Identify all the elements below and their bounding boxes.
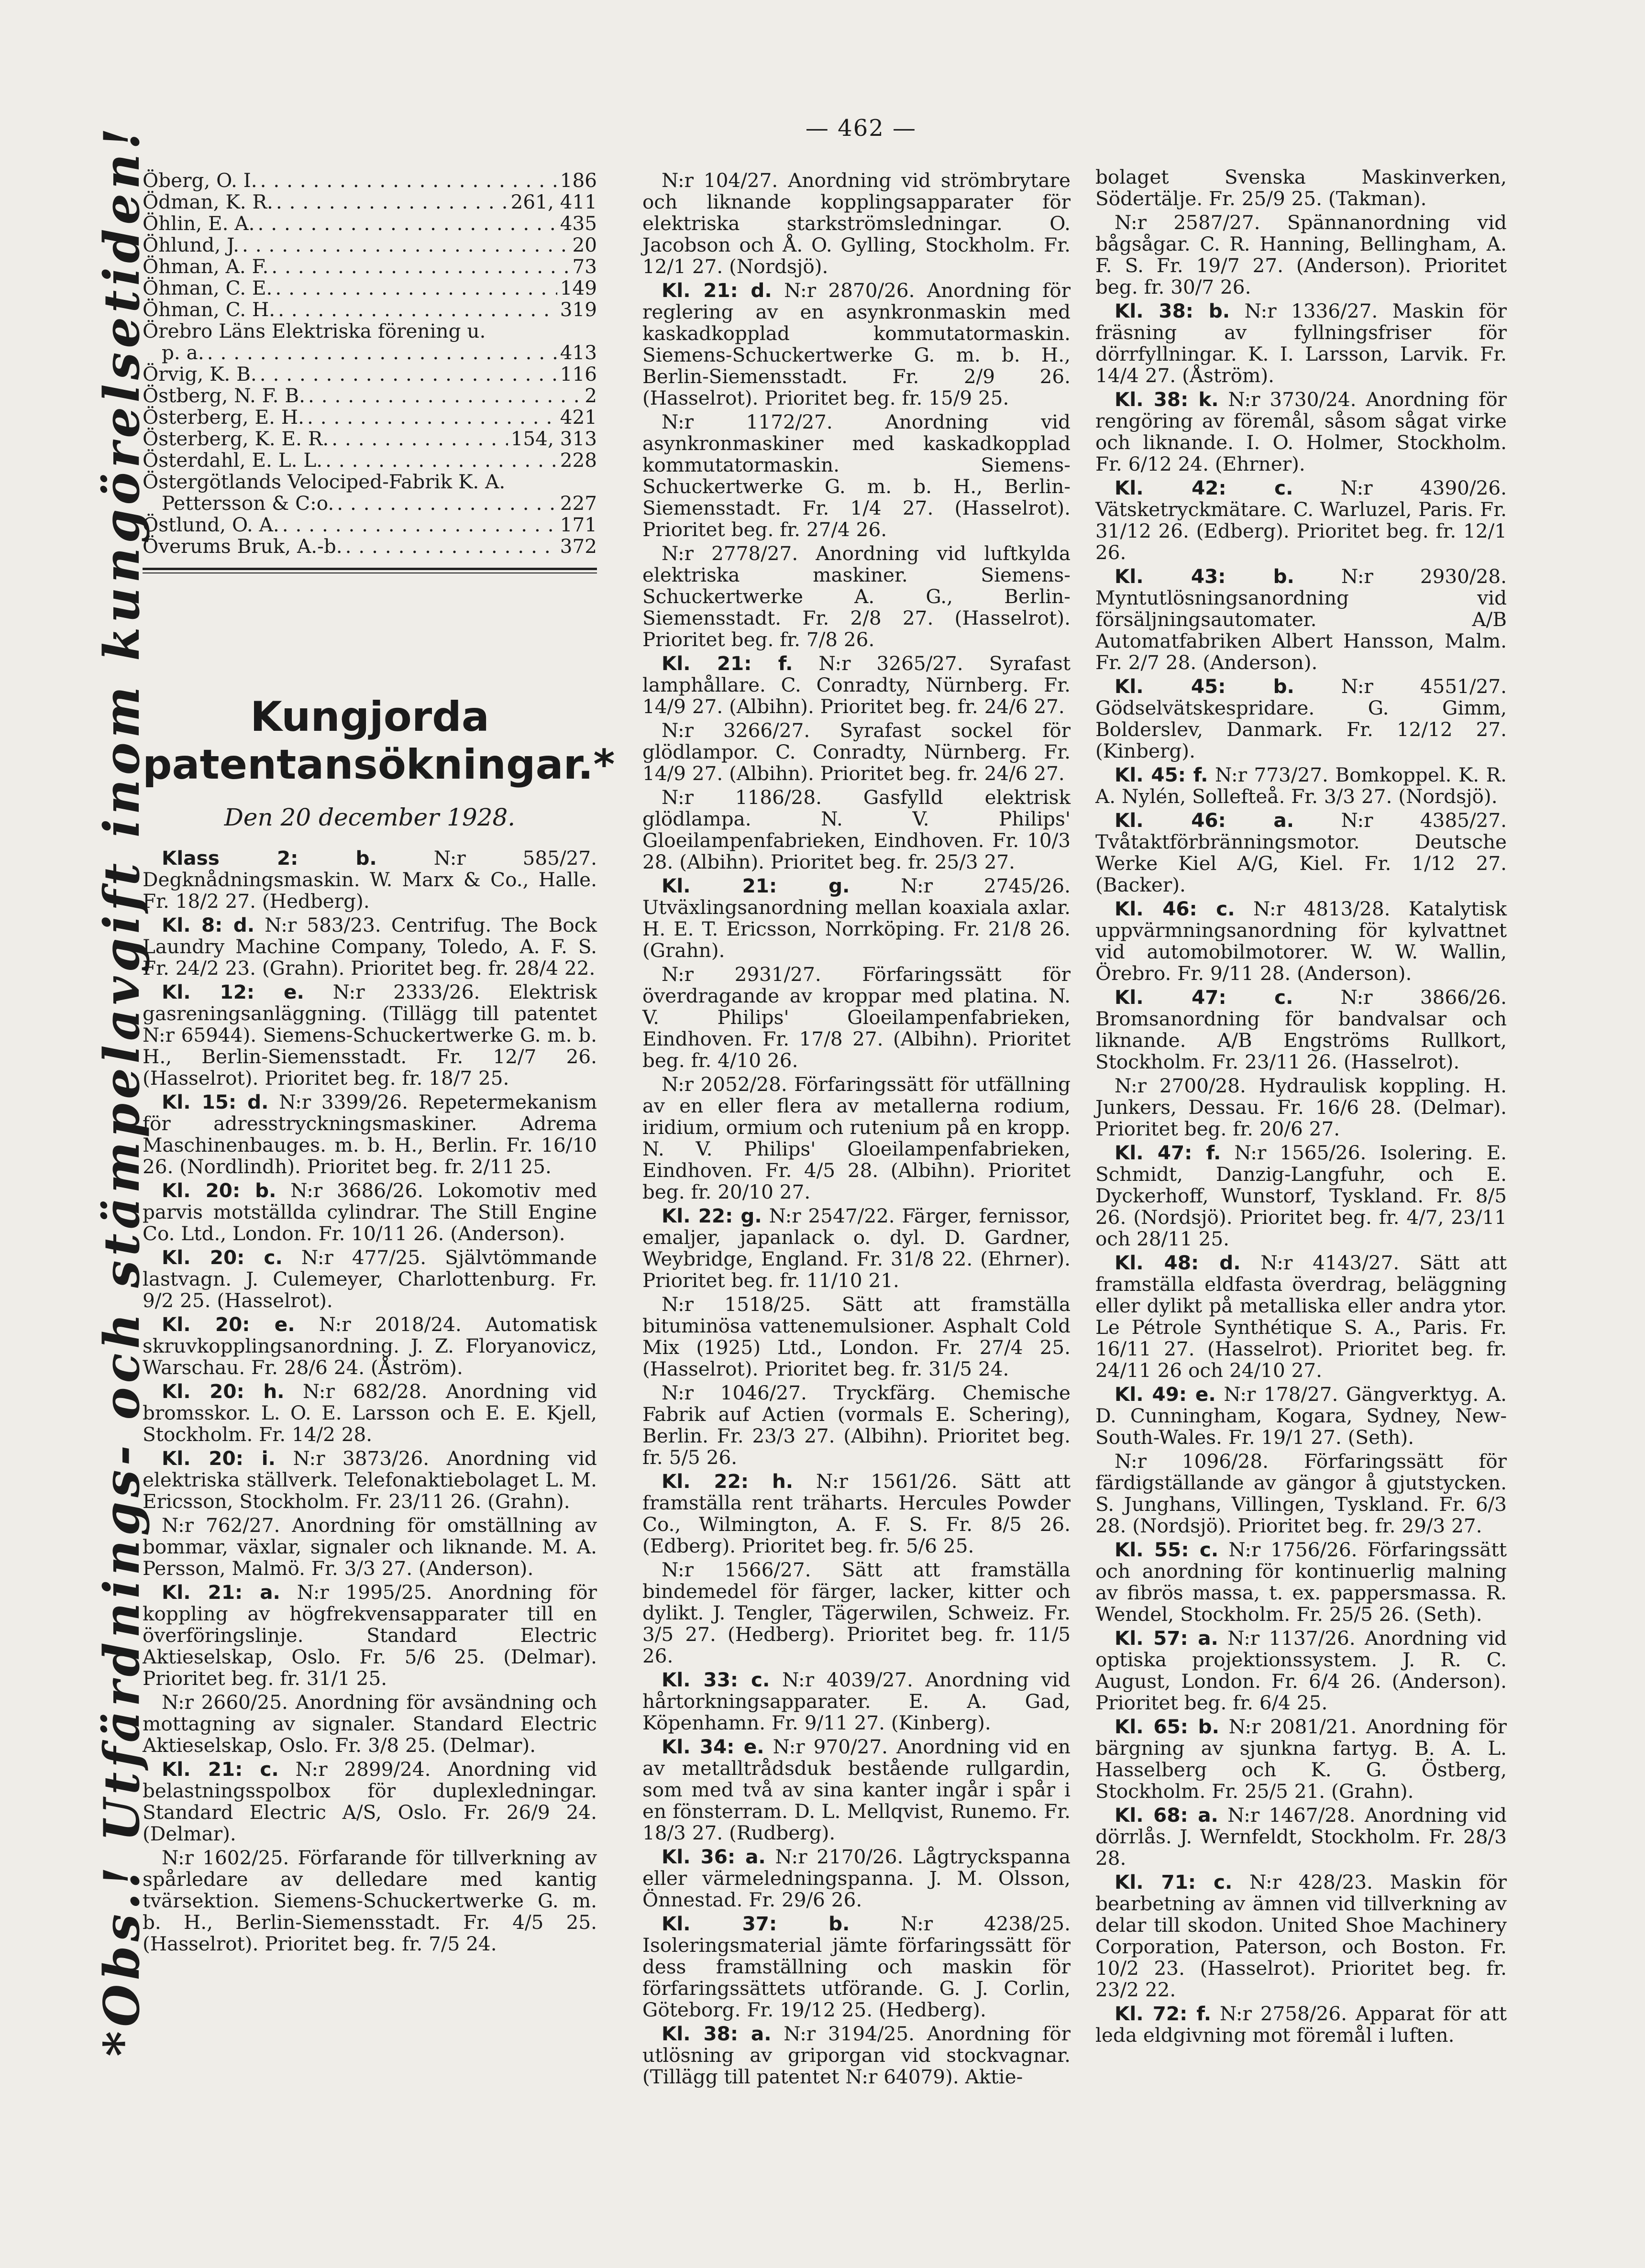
class-label: Kl. 49: e. [1115,1383,1216,1406]
class-label: Kl. 38: a. [662,2022,772,2045]
patent-entry [1095,676,1507,762]
entry-text: N:r 2870/26. Anordning för reglering av en asynkronmaskin med kaskadkopplad kommutatormaskin. Siemens-Schuckertwerke G. m. b. H., Berlin-Siemensstadt. Fr. 2/9 26. (Hasselrot). Prioritet beg. fr. 15/9 25. [642,279,1071,409]
entry-text: N:r 3873/26. Anordning vid elektriska ställverk. Telefonaktiebolaget L. M. Ericsson, Stockholm. Fr. 23/11 26. (Grahn). [143,1447,597,1513]
patent-entry [1095,300,1507,386]
patent-entry [642,1846,1071,1911]
index-pages: 154, 313 [510,427,597,450]
index-entry [143,342,597,363]
class-label: Kl. 22: g. [662,1204,762,1227]
patent-entry [143,1847,597,1955]
patent-entry [642,2023,1071,2088]
entries-col2 [642,170,1071,2088]
entry-text: N:r 4813/28. Katalytisk uppvärmningsanordning för kylvattnet vid automobilmotorer. W. W. Wallin, Örebro. Fr. 9/11 28. (Anderson). [1095,897,1507,985]
entry-text: N:r 104/27. Anordning vid strömbrytare och liknande kopplingsapparater för elektriska starkströmsledningar. O. Jacobson och Å. O. Gylling, Stockholm. Fr. 12/1 27. (Nordsjö). [642,169,1071,278]
patent-entry [1095,1872,1507,2001]
entry-text: N:r 3866/26. Bromsanordning för bandvalsar och liknande. A/B Engströms Rullkort, Stockholm. Fr. 23/11 26. (Hasselrot). [1095,986,1507,1073]
class-label: Kl. 12: e. [162,980,304,1003]
leader-dots [260,363,557,385]
index-name: Örebro Läns Elektriska förening u. [143,319,486,342]
class-label: Kl. 45: f. [1115,763,1208,786]
patent-entry [1095,1451,1507,1537]
index-pages: 2 [585,384,597,407]
class-label: Kl. 57: a. [1115,1627,1218,1650]
patent-entry [642,170,1071,277]
patent-entry [642,1736,1071,1844]
section-date: Den 20 december 1928. [224,804,516,831]
leader-dots [271,256,569,277]
entries-col3 [1095,166,1507,2046]
index-name: Österberg, K. E. R. [143,427,329,450]
entry-text: N:r 2081/21. Anordning för bärgning av sjunkna fartyg. B. A. L. Hasselberg och K. G. Östberg, Stockholm. Fr. 25/5 21. (Grahn). [1095,1715,1507,1803]
class-label: Kl. 20: e. [162,1313,295,1336]
class-label: Kl. 43: b. [1115,565,1294,588]
class-label: Kl. 20: b. [162,1179,276,1202]
index-name: Öhlin, E. A. [143,212,255,235]
entry-text: N:r 585/27. Degknådningsmaskin. W. Marx & Co., Halle. Fr. 18/2 27. (Hedberg). [143,847,597,913]
patent-entry [642,1913,1071,2021]
column-left [143,169,615,1957]
patent-entry [1095,477,1507,563]
patent-entry [1095,810,1507,896]
index-entry [143,493,597,514]
class-label: Kl. 20: i. [162,1447,276,1470]
patent-entry [642,1294,1071,1380]
entry-text: N:r 2930/28. Myntutlösningsanordning vid försäljningsautomater. A/B Automatfabriken Albert Hansson, Malm. Fr. 2/7 28. (Anderson). [1095,565,1507,674]
patent-entry [143,1759,597,1845]
class-label: Kl. 68: a. [1115,1804,1218,1827]
patent-entry [143,1448,597,1512]
class-label: Kl. 46: c. [1115,897,1235,920]
index-pages: 372 [560,535,597,558]
class-label: Kl. 21: f. [662,652,793,675]
leader-dots [275,277,557,299]
patent-entry [1095,389,1507,475]
patent-entry [143,1515,597,1579]
entry-text: N:r 2170/26. Lågtryckspanna eller värmeledningspanna. J. M. Olsson, Önnestad. Fr. 29/6 26. [642,1845,1071,1911]
entry-text: N:r 2700/28. Hydraulisk koppling. H. Junkers, Dessau. Fr. 16/6 28. (Delmar). Prioritet beg. fr. 20/6 27. [1095,1074,1507,1140]
entry-text: N:r 3266/27. Syrafast sockel för glödlampor. C. Conradty, Nürnberg. Fr. 14/9 27. (Albihn). Prioritet beg. fr. 24/6 27. [642,719,1071,785]
class-label: Kl. 15: d. [162,1090,269,1113]
patent-entry [143,914,597,979]
patent-entry [642,280,1071,409]
index-entry [143,428,597,450]
entry-text: N:r 178/27. Gängverktyg. A. D. Cunningham, Kogara, Sydney, New-South-Wales. Fr. 19/1 27. (Seth). [1095,1383,1507,1449]
index-name: Öberg, O. I. [143,169,257,192]
class-label: Kl. 46: a. [1115,809,1294,832]
patent-entry [143,1692,597,1756]
entry-text: N:r 1561/26. Sätt att framställa rent träharts. Hercules Powder Co., Wilmington, A. F. S. Fr. 8/5 26. (Edberg). Prioritet beg. fr. 5/6 25. [642,1470,1071,1557]
patent-entry [1095,1628,1507,1714]
index-entry [143,407,597,428]
patent-entry [642,1382,1071,1468]
entry-text: N:r 428/23. Maskin för bearbetning av ämnen vid tillverkning av delar till skodon. United Shoe Machinery Corporation, Paterson, och Boston. Fr. 10/2 23. (Hasselrot). Prioritet beg. fr. 23/2 22. [1095,1871,1507,2001]
patent-entry [642,1471,1071,1557]
index-name: Pettersson & C:o. [162,492,334,515]
class-label: Kl. 47: c. [1115,986,1293,1009]
patent-entry [1095,1252,1507,1381]
class-label: Kl. 65: b. [1115,1715,1220,1738]
entry-text: N:r 2547/22. Färger, fernissor, emaljer, japanlack o. dyl. D. Gardner, Weybridge, England. Fr. 31/8 22. (Ehrner). Prioritet beg. fr. 11/10 21. [642,1204,1071,1292]
entry-text: N:r 970/27. Anordning vid en av metalltrådsduk bestående rullgardin, som med två av sina kanter ingår i spår i en fönsterram. D. L. Mellqvist, Runemo. Fr. 18/3 27. (Rudberg). [642,1735,1071,1844]
patent-entry [1095,764,1507,807]
name-index [143,170,597,557]
entry-text: N:r 773/27. Bomkoppel. K. R. A. Nylén, Sollefteå. Fr. 3/3 27. (Nordsjö). [1095,763,1507,808]
class-label: Kl. 36: a. [662,1845,766,1868]
class-label: Kl. 45: b. [1115,675,1294,698]
patent-entry [1095,166,1507,209]
patent-entry [642,1559,1071,1667]
index-name: Överums Bruk, A.-b. [143,535,342,558]
leader-dots [260,170,557,191]
entry-text: N:r 1566/27. Sätt att framställa bindemedel för färger, lacker, kitter och dylikt. J. Tengler, Tägerwilen, Schweiz. Fr. 3/5 27. (Hedberg). Prioritet beg. fr. 11/5 26. [642,1558,1071,1667]
patent-entry [642,1074,1071,1203]
index-pages: 186 [560,169,597,192]
entry-text: N:r 2587/27. Spännanordning vid bågsågar. C. R. Hanning, Bellingham, A. F. S. Fr. 19/7 27. (Anderson). Prioritet beg. fr. 30/7 26. [1095,211,1507,298]
index-entry [143,256,597,277]
class-label: Kl. 8: d. [162,914,255,936]
class-label: Kl. 71: c. [1115,1871,1233,1894]
index-entry [143,536,597,557]
index-name: Österberg, E. H. [143,406,305,429]
patent-entry [143,1091,597,1178]
entry-text: N:r 1756/26. Förfaringssätt och anordning för kontinuerlig malning av fibrös massa, t. ex. pappersmassa. R. Wendel, Stockholm. Fr. 25/5 26. (Seth). [1095,1538,1507,1626]
index-entry [143,363,597,385]
leader-dots [337,493,557,514]
entry-text: N:r 4039/27. Anordning vid hårtorkningsapparater. E. A. Gad, Köpenhamn. Fr. 9/11 27. (Kinberg). [642,1668,1071,1734]
index-entry [143,471,597,493]
patent-entry [1095,1142,1507,1250]
entry-text: N:r 1995/25. Anordning för koppling av högfrekvensapparater till en överföringslinje. Standard Electric Aktieselskap, Oslo. Fr. 5/6 25. (Delmar). Prioritet beg. fr. 31/1 25. [143,1581,597,1690]
patent-entry [143,848,597,912]
class-label: Kl. 72: f. [1115,2002,1212,2025]
leader-dots [331,428,508,450]
class-label: Kl. 20: c. [162,1246,283,1269]
column-right [1095,166,1507,2048]
entry-text: N:r 3730/24. Anordning för rengöring av föremål, såsom sågat virke och liknande. I. O. Holmer, Stockholm. Fr. 6/12 24. (Ehrner). [1095,388,1507,475]
entry-text: N:r 477/25. Självtömmande lastvagn. J. Culemeyer, Charlottenburg. Fr. 9/2 25. (Hasselrot). [143,1246,597,1312]
patent-entry [1095,898,1507,984]
class-label: Kl. 21: c. [162,1758,279,1781]
index-pages: 73 [572,255,597,278]
entry-text: N:r 3194/25. Anordning för utlösning av griporgan vid stockvagnar. (Tillägg till patentet N:r 64079). Aktie- [642,2022,1071,2088]
index-pages: 261, 411 [510,190,597,213]
index-entry [143,213,597,234]
entry-text: N:r 2660/25. Anordning för avsändning och mottagning av signaler. Standard Electric Aktieselskap, Oslo. Fr. 3/8 25. (Delmar). [143,1691,597,1757]
patent-entry [642,653,1071,717]
entry-text: N:r 1186/28. Gasfylld elektrisk glödlampa. N. V. Philips' Gloeilampenfabrieken, Eindhoven. Fr. 10/3 28. (Albihn). Prioritet beg. fr. 25/3 27. [642,786,1071,873]
class-label: Kl. 20: h. [162,1380,285,1403]
index-name: p. a. [162,341,204,364]
patent-entry [1095,1539,1507,1625]
leader-dots [308,385,582,407]
patent-entry [642,1205,1071,1291]
side-note: *Obs.! Utfärdnings- och stämpelavgift inom kungörelsetiden! [93,123,151,2057]
entry-text: N:r 1096/28. Förfaringssätt för färdigställande av gängor å gjutstycken. S. Junghans, Villingen, Tyskland. Fr. 6/3 28. (Nordsjö). Prioritet beg. fr. 29/3 27. [1095,1450,1507,1537]
patent-entry [143,1247,597,1311]
entry-text: N:r 4238/25. Isoleringsmaterial jämte förfaringssätt för dess framställning och maskin för förfaringssättets utförande. G. J. Corlin, Göteborg. Fr. 19/12 25. (Hedberg). [642,1912,1071,2021]
index-name: Östergötlands Velociped-Fabrik K. A. [143,470,506,493]
index-pages: 421 [560,406,597,429]
index-pages: 413 [560,341,597,364]
patent-entry [1095,566,1507,673]
class-label: Kl. 21: a. [162,1581,280,1604]
patent-entry [642,720,1071,784]
leader-dots [325,450,557,471]
patent-entry [642,411,1071,540]
leader-dots [307,407,557,428]
leader-dots [276,191,508,213]
index-pages: 149 [560,276,597,299]
index-name: Öhman, A. F. [143,255,269,278]
entry-text: N:r 1518/25. Sätt att framställa bituminösa vattenemulsioner. Asphalt Cold Mix (1925) Ltd., London. Fr. 27/4 25. (Hasselrot). Prioritet beg. fr. 31/5 24. [642,1293,1071,1380]
entry-text: N:r 583/23. Centrifug. The Bock Laundry Machine Company, Toledo, A. F. S. Fr. 24/2 23. (Grahn). Prioritet beg. fr. 28/4 22. [143,914,597,980]
index-pages: 228 [560,449,597,472]
patent-entry [143,1582,597,1689]
leader-dots [278,299,557,320]
leader-dots [257,213,557,234]
patent-entry [1095,1716,1507,1802]
index-pages: 20 [572,233,597,256]
entry-text: N:r 1046/27. Tryckfärg. Chemische Fabrik auf Actien (vormals E. Schering), Berlin. Fr. 23/3 27. (Albihn). Prioritet beg. fr. 5/5 26. [642,1381,1071,1469]
patent-entry [642,964,1071,1071]
index-name: Ödman, K. R. [143,190,273,213]
entry-text: N:r 3265/27. Syrafast lamphållare. C. Conradty, Nürnberg. Fr. 14/9 27. (Albihn). Prioritet beg. fr. 24/6 27. [642,652,1071,718]
class-label: Kl. 21: g. [662,874,850,897]
entry-text: N:r 2931/27. Förfaringssätt för överdragande av kroppar med platina. N. V. Philips' Gloeilampenfabrieken, Eindhoven. Fr. 17/8 27. (Albihn). Prioritet beg. fr. 4/10 26. [642,963,1071,1072]
index-name: Österdahl, E. L. L. [143,449,323,472]
entry-text: N:r 1137/26. Anordning vid optiska projektionssystem. J. R. C. August, London. Fr. 6/4 26. (Anderson). Prioritet beg. fr. 6/4 25. [1095,1627,1507,1714]
entry-text: N:r 3399/26. Repetermekanism för adresstryckningsmaskiner. Adrema Maschinenbauges. m. b. H., Berlin. Fr. 16/10 26. (Nordlindh). Prioritet beg. fr. 2/11 25. [143,1090,597,1178]
entry-text: N:r 2899/24. Anordning vid belastningsspolbox för duplexledningar. Standard Electric A/S, Oslo. Fr. 26/9 24. (Delmar). [143,1758,597,1845]
index-entry [143,514,597,536]
entries-col1 [143,848,597,1955]
patent-entry [1095,1384,1507,1448]
index-pages: 435 [560,212,597,235]
index-entry [143,299,597,320]
leader-dots [345,536,557,557]
entry-text: N:r 2018/24. Automatisk skruvkopplingsanordning. J. Z. Floryanovicz, Warschau. Fr. 28/6 24. (Åström). [143,1313,597,1379]
patent-entry [143,1381,597,1445]
entry-text: N:r 682/28. Anordning vid bromsskor. L. O. E. Larsson och E. E. Kjell, Stockholm. Fr. 14/2 28. [143,1380,597,1446]
entry-text: N:r 1602/25. Förfarande för tillverkning av spårledare av delledare med kantig tvärsektion. Siemens-Schuckertwerke G. m. b. H., Berlin-Siemensstadt. Fr. 4/5 25. (Hasselrot). Prioritet beg. fr. 7/5 24. [143,1846,597,1955]
index-pages: 116 [560,363,597,385]
patent-entry [642,543,1071,650]
index-entry [143,170,597,191]
index-name: Öhman, C. E. [143,276,273,299]
index-entry [143,234,597,256]
class-label: Kl. 48: d. [1115,1251,1241,1274]
index-name: Östberg, N. F. B. [143,384,305,407]
page-number: — 462 — [805,115,917,142]
patent-entry [1095,1805,1507,1869]
index-entry [143,320,597,342]
index-name: Öhman, C. H. [143,298,276,321]
entry-text: N:r 4143/27. Sätt att framställa eldfasta överdrag, beläggning eller dylikt på metalliska eller andra ytor. Le Pétrole Synthétique S. A., Paris. Fr. 16/11 27. (Hasselrot). Prioritet beg. fr. 24/11 26 och 24/10 27. [1095,1251,1507,1382]
index-entry [143,277,597,299]
patent-entry [1095,987,1507,1073]
class-label: Kl. 21: d. [662,279,772,302]
entry-text: N:r 3686/26. Lokomotiv med parvis motställda cylindrar. The Still Engine Co. Ltd., London. Fr. 10/11 26. (Anderson). [143,1179,597,1245]
patent-entry [642,875,1071,961]
class-label: Kl. 42: c. [1115,476,1293,499]
class-label: Kl. 38: b. [1115,299,1230,322]
entry-text: N:r 2778/27. Anordning vid luftkylda elektriska maskiner. Siemens-Schuckertwerke A. G., Berlin-Siemensstadt. Fr. 2/8 27. (Hasselrot). Prioritet beg. fr. 7/8 26. [642,542,1071,651]
patent-entry [143,981,597,1089]
leader-dots [242,234,569,256]
class-label: Kl. 47: f. [1115,1141,1221,1164]
patent-entry [1095,212,1507,298]
patent-entry [1095,1075,1507,1140]
entry-text: N:r 2745/26. Utväxlingsanordning mellan koaxiala axlar. H. E. T. Ericsson, Norrköping. Fr. 21/8 26. (Grahn). [642,874,1071,962]
leader-dots [282,514,557,536]
index-name: Öhlund, J. [143,233,240,256]
entry-text: N:r 762/27. Anordning för omställning av bommar, växlar, signaler och liknande. M. A. Persson, Malmö. Fr. 3/3 27. (Anderson). [143,1514,597,1580]
index-entry [143,191,597,213]
divider-rule [143,568,597,570]
patent-entry [1095,2003,1507,2046]
index-pages: 227 [560,492,597,515]
patent-entry [143,1314,597,1378]
index-pages: 171 [560,513,597,536]
patent-entry [143,1180,597,1244]
index-pages: 319 [560,298,597,321]
entry-text: N:r 2758/26. Apparat för att leda eldgivning mot föremål i luften. [1095,2002,1507,2047]
patent-entry [642,787,1071,873]
class-label: Kl. 37: b. [662,1912,850,1935]
class-label: Kl. 22: h. [662,1470,794,1493]
entry-text: bolaget Svenska Maskinverken, Södertälje. Fr. 25/9 25. (Takman). [1095,165,1507,210]
class-label: Klass 2: b. [162,847,377,870]
patent-entry [642,1669,1071,1734]
entry-text: N:r 2333/26. Elektrisk gasreningsanläggning. (Tillägg till patentet N:r 65944). Siemens-Schuckertwerke G. m. b. H., Berlin-Siemensstadt. Fr. 12/7 26. (Hasselrot). Prioritet beg. fr. 18/7 25. [143,980,597,1090]
entry-text: N:r 4390/26. Vätsketryckmätare. C. Warluzel, Paris. Fr. 31/12 26. (Edberg). Prioritet beg. fr. 12/1 26. [1095,476,1507,564]
index-entry [143,385,597,407]
leader-dots [207,342,557,363]
entry-text: N:r 4551/27. Gödselvätskespridare. G. Gimm, Bolderslev, Danmark. Fr. 12/12 27. (Kinberg). [1095,675,1507,762]
index-name: Örvig, K. B. [143,363,257,385]
entry-text: N:r 1172/27. Anordning vid asynkronmaskiner med kaskadkopplad kommutatormaskin. Siemens-Schuckertwerke G. m. b. H., Berlin-Siemensstadt. Fr. 1/4 27. (Hasselrot). Prioritet beg. fr. 27/4 26. [642,410,1071,541]
index-entry [143,450,597,471]
section-title: Kungjorda patentansökningar.* [143,693,615,789]
class-label: Kl. 55: c. [1115,1538,1219,1561]
class-label: Kl. 34: e. [662,1735,764,1758]
class-label: Kl. 38: k. [1115,388,1219,411]
entry-text: N:r 1565/26. Isolering. E. Schmidt, Danzig-Langfuhr, och E. Dyckerhoff, Wunstorf, Tyskland. Fr. 8/5 26. (Nordsjö). Prioritet beg. fr. 4/7, 23/11 och 28/11 25. [1095,1141,1507,1250]
class-label: Kl. 33: c. [662,1668,770,1691]
index-name: Östlund, O. A. [143,513,279,536]
entry-text: N:r 1467/28. Anordning vid dörrlås. J. Wernfeldt, Stockholm. Fr. 28/3 28. [1095,1804,1507,1870]
entry-text: N:r 1336/27. Maskin för fräsning av fyllningsfriser för dörrfyllningar. K. I. Larsson, Larvik. Fr. 14/4 27. (Åström). [1095,299,1507,387]
column-middle [642,170,1071,2090]
entry-text: N:r 2052/28. Förfaringssätt för utfällning av en eller flera av metallerna rodium, iridium, ormium och rutenium på en kropp. N. V. Philips' Gloeilampenfabrieken, Eindhoven. Fr. 4/5 28. (Albihn). Prioritet beg. fr. 20/10 27. [642,1073,1071,1203]
entry-text: N:r 4385/27. Tvåtaktförbränningsmotor. Deutsche Werke Kiel A/G, Kiel. Fr. 1/12 27. (Backer). [1095,809,1507,896]
